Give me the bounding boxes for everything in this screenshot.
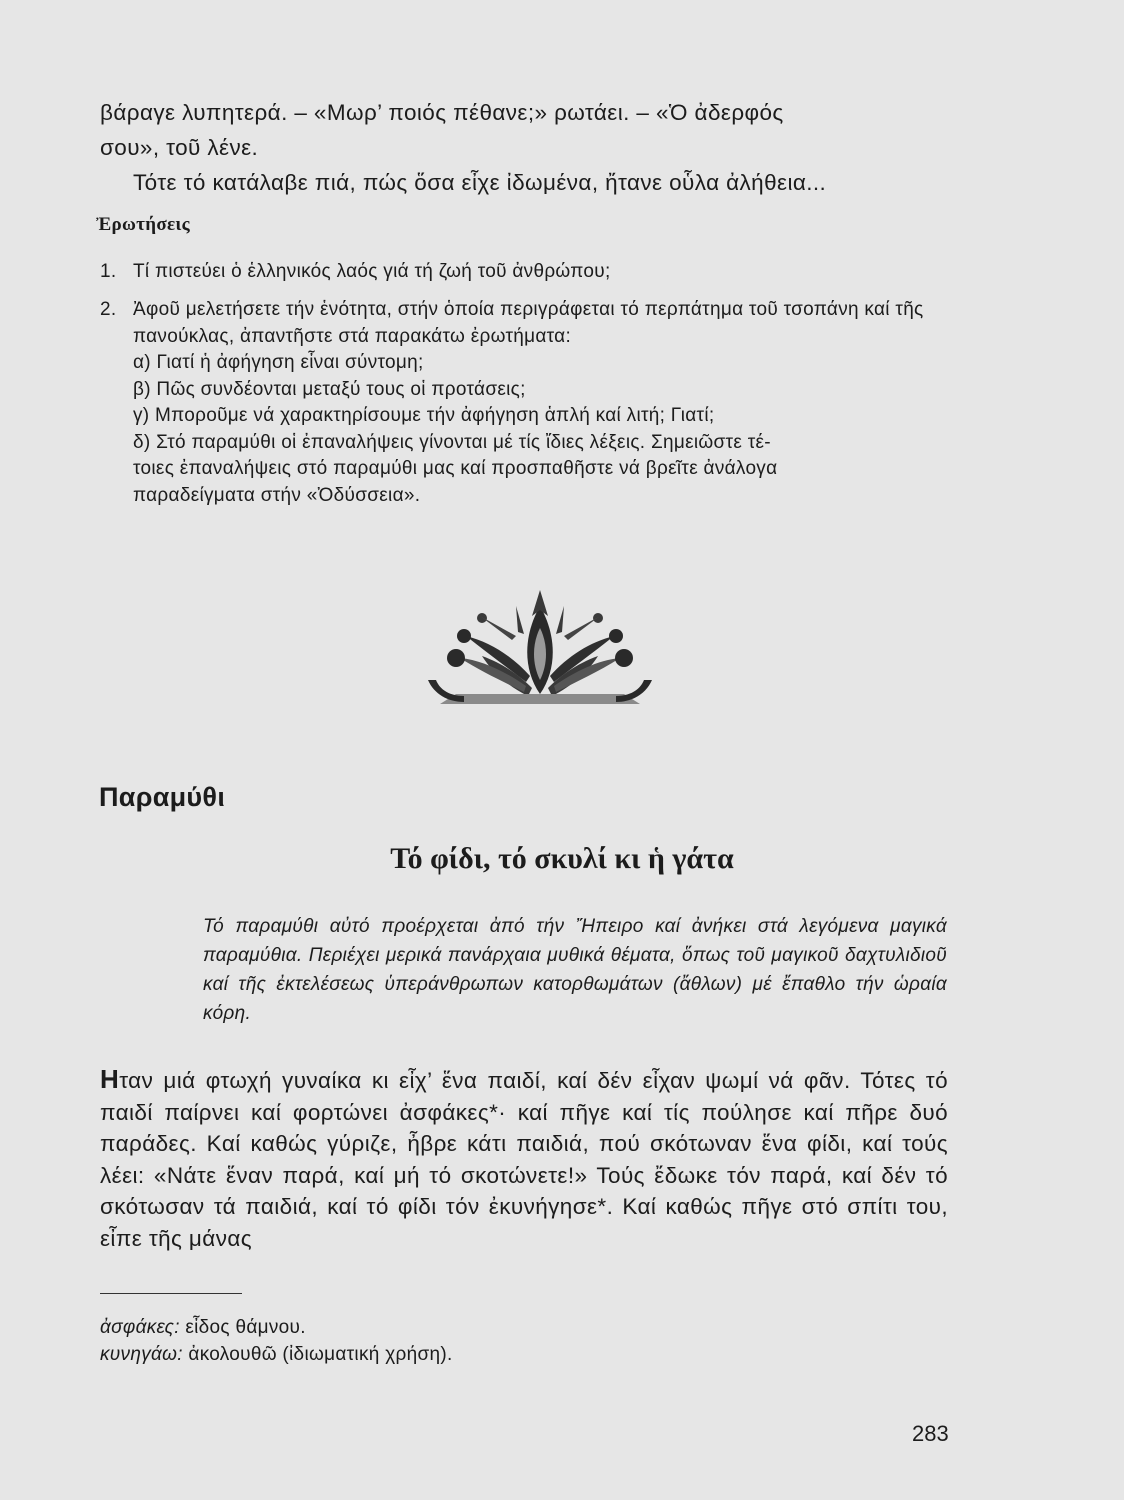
question-2-d-line-3: παραδείγματα στήν «Ὀδύσσεια». bbox=[133, 484, 421, 506]
footnote-2-definition: ἀκολουθῶ (ἰδιωματική χρήση). bbox=[188, 1344, 453, 1365]
footnote-1 bbox=[100, 1314, 453, 1341]
section-title: Παραμύθι bbox=[99, 782, 226, 812]
story-body-text: ταν μιά φτωχή γυναίκα κι εἶχ’ ἕνα παιδί, καί δέν εἶχαν ψωμί νά φᾶν. Τότες τό παιδί παίρνει καί φορτώνει ἀσφάκες*· καί πῆγε καί τίς πούλησε καί πῆρε δυό παράδες. Καί καθώς γύριζε, ἦβρε κάτι παιδιά, πού σκότωναν ἕνα φίδι, καί τούς λέει: «Νάτε ἕναν παρά, καί μή τό σκοτώνετε!» Τούς ἔδωκε τόν παρά, καί δέν τό σκότωσαν τά παιδιά, καί τό φίδι τόν ἐκυνήγησε*. Καί καθώς πῆγε στό σπίτι του, εἶπε τῆς μάνας bbox=[100, 1068, 948, 1251]
story-dropcap: Η bbox=[100, 1064, 120, 1094]
footnote-2-term: κυνηγάω: bbox=[100, 1344, 183, 1365]
story-title: Τό φίδι, τό σκυλί κι ἡ γάτα bbox=[390, 842, 734, 875]
footnote-1-definition: εἶδος θάμνου. bbox=[185, 1317, 306, 1338]
question-2-number: 2. bbox=[100, 299, 117, 320]
story-intro: Τό παραμύθι αὐτό προέρχεται ἀπό τήν Ἤπειρο καί ἀνήκει στά λεγόμενα μαγικά παραμύθια. Περιέχει μερικά πανάρχαια μυθικά θέματα, ὅπως τοῦ μαγικοῦ δαχτυλιδιοῦ καί τῆς ἐκτελέσεως ὑπεράνθρωπων κατορθωμάτων (ἄθλων) μέ ἔπαθλο τήν ὡραία κόρη. bbox=[203, 916, 947, 1024]
question-2 bbox=[100, 297, 948, 509]
continuation-line-3: Τότε τό κατάλαβε πιά, πώς ὅσα εἶχε ἰδωμένα, ἤτανε οὗλα ἀλήθεια... bbox=[133, 170, 827, 195]
page-number: 283 bbox=[912, 1421, 949, 1446]
footnotes bbox=[100, 1314, 453, 1368]
question-2-b: β) Πῶς συνδέονται μεταξύ τους οἱ προτάσεις; bbox=[133, 378, 526, 400]
footnote-1-term: ἀσφάκες: bbox=[100, 1317, 180, 1338]
footnote-divider bbox=[100, 1293, 242, 1294]
question-1-text: Τί πιστεύει ὁ ἑλληνικός λαός γιά τή ζωή τοῦ ἀνθρώπου; bbox=[133, 261, 611, 282]
decorative-ornament-icon bbox=[420, 576, 660, 716]
story-body bbox=[100, 1064, 948, 1254]
questions-heading: Ἐρωτήσεις bbox=[96, 214, 190, 235]
question-2-c: γ) Μποροῦμε νά χαρακτηρίσουμε τήν ἀφήγηση ἁπλή καί λιτή; Γιατί; bbox=[133, 405, 715, 426]
question-1-number: 1. bbox=[100, 261, 117, 282]
continuation-line-2: σου», τοῦ λένε. bbox=[100, 135, 259, 160]
question-2-a: α) Γιατί ἡ ἀφήγηση εἶναι σύντομη; bbox=[133, 352, 424, 373]
question-2-d-line-1: δ) Στό παραμύθι οἱ ἐπαναλήψεις γίνονται μέ τίς ἴδιες λέξεις. Σημειῶστε τέ- bbox=[133, 431, 771, 453]
footnote-2 bbox=[100, 1341, 453, 1368]
question-2-text: Ἀφοῦ μελετήσετε τήν ἑνότητα, στήν ὁποία περιγράφεται τό περπάτημα τοῦ τσοπάνη καί τῆς πανούκλας, ἀπαντῆστε στά παρακάτω ἐρωτήματα: bbox=[133, 299, 924, 347]
question-1 bbox=[100, 259, 948, 286]
continuation-line-1: βάραγε λυπητερά. – «Μωρ’ ποιός πέθανε;» ρωτάει. – «Ὁ ἀδερφός bbox=[100, 100, 784, 125]
question-2-d-line-2: τοιες ἐπαναλήψεις στό παραμύθι μας καί προσπαθῆστε νά βρεῖτε ἀνάλογα bbox=[133, 458, 778, 479]
